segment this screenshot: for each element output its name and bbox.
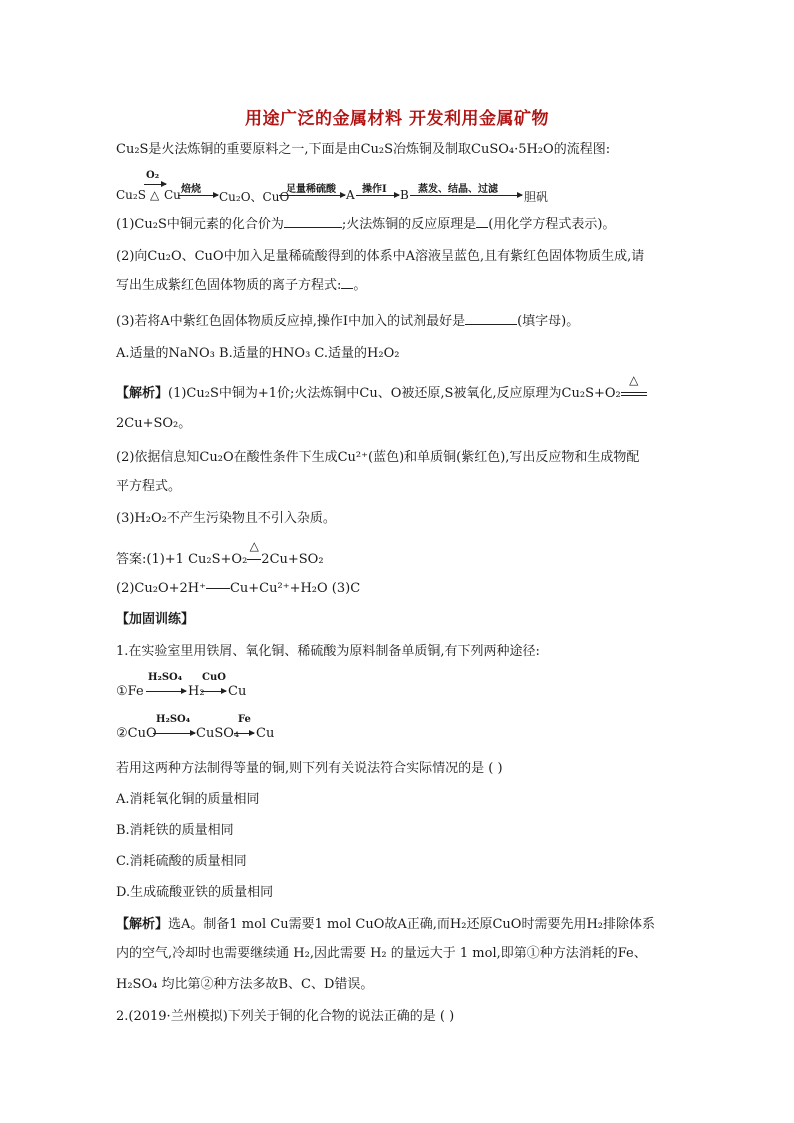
flow-mix: Cu₂O、CuO [219, 190, 290, 204]
q1-text-a: (1)Cu₂S中铜元素的化合价为 [116, 217, 284, 232]
answer-2-text: (2)Cu₂O+2H⁺ [116, 581, 206, 596]
route-2 [116, 714, 416, 748]
analysis-1-text: (1)Cu₂S中铜为+1价;火法炼铜中Cu、O被还原,S被氧化,反应原理为Cu₂S+O₂ [168, 386, 621, 401]
answer-heat-arrow: △ [247, 551, 261, 569]
answer-2-line [206, 588, 230, 589]
analysis-4-tag: 【解析】 [116, 917, 169, 932]
flow-arrow-2 [279, 195, 345, 196]
flow-step3-label: 操作Ⅰ [362, 184, 387, 195]
analysis-4-text: 选A。制备1 mol Cu需要1 mol CuO故A正确,而H₂还原CuO时需要先用H₂排除体系 [168, 917, 655, 932]
option-c: C.消耗硫酸的质量相同 [116, 854, 247, 869]
q1-text-b: ;火法炼铜的反应原理是 [341, 217, 477, 232]
q1-blank-2[interactable] [476, 227, 488, 228]
route-1 [116, 672, 416, 706]
route1-arrow2 [201, 691, 226, 692]
answer-line1 [116, 539, 324, 569]
q1-blank-1[interactable] [284, 227, 342, 228]
q3-blank[interactable] [465, 324, 517, 325]
option-d: D.生成硫酸亚铁的质量相同 [116, 885, 274, 900]
flow-step1-label: 焙烧 [181, 184, 201, 195]
route2-arrow1 [153, 733, 195, 734]
q3-text-end: (填字母)。 [517, 314, 580, 329]
route2-arrow2 [234, 733, 254, 734]
route2-start: ②CuO [116, 726, 157, 741]
answer-line2 [116, 580, 360, 598]
answer-1-text: 答案:(1)+1 Cu₂S+O₂ [116, 552, 248, 567]
flow-heat-symbol: △ [150, 188, 160, 202]
analysis-1-line2: 2Cu+SO₂。 [116, 416, 192, 431]
q1-text-c: (用化学方程式表示)。 [488, 217, 616, 232]
route2-reagent2: Fe [238, 714, 251, 725]
route1-mid: H₂ [188, 684, 205, 699]
route2-mid: CuSO₄ [196, 726, 240, 741]
reinforce-heading: 【加固训练】 [116, 612, 195, 627]
problem-2: 2.(2019·兰州模拟)下列关于铜的化合物的说法正确的是 ( ) [116, 1009, 455, 1024]
question-2-line2 [116, 277, 366, 295]
route1-start: ①Fe [116, 684, 144, 699]
analysis-tag: 【解析】 [116, 386, 169, 401]
analysis-1-line1 [116, 373, 647, 403]
q2-text: 写出生成紫红色固体物质的离子方程式: [116, 278, 342, 293]
flow-arrow-4 [410, 195, 522, 196]
analysis-2-line2: 平方程式。 [116, 479, 182, 494]
route2-end: Cu [256, 726, 275, 741]
problem-1-question: 若用这两种方法制得等量的铜,则下列有关说法符合实际情况的是 ( ) [116, 761, 503, 776]
flow-arrow-o2 [144, 184, 166, 185]
question-1 [116, 216, 615, 234]
q3-text: (3)若将A中紫红色固体物质反应掉,操作Ⅰ中加入的试剂最好是 [116, 314, 466, 329]
route1-reagent2: CuO [202, 672, 226, 683]
flow-o2-label: O₂ [146, 170, 160, 181]
question-3 [116, 313, 579, 331]
flow-a: A [346, 188, 355, 202]
analysis-4-line1 [116, 916, 655, 934]
option-b: B.消耗铁的质量相同 [116, 823, 234, 838]
answer-1-product: 2Cu+SO₂ [261, 552, 324, 567]
question-3-options: A.适量的NaNO₃ B.适量的HNO₃ C.适量的H₂O₂ [116, 346, 400, 361]
flow-diagram [116, 170, 716, 210]
route2-reagent1: H₂SO₄ [156, 714, 191, 725]
option-a: A.消耗氧化铜的质量相同 [116, 792, 260, 807]
flow-end: 胆矾 [524, 190, 549, 204]
analysis-3: (3)H₂O₂不产生污染物且不引入杂质。 [116, 511, 336, 526]
flow-arrow-3 [356, 195, 399, 196]
heat-equals-sign: △ [621, 385, 647, 403]
answer-2-product: Cu+Cu²⁺+H₂O (3)C [229, 581, 361, 596]
analysis-4-line2: 内的空气,冷却时也需要继续通 H₂,因此需要 H₂ 的量远大于 1 mol,即第①种方法消耗的Fe、 [116, 946, 647, 961]
flow-b: B [400, 188, 409, 202]
route1-end: Cu [228, 684, 247, 699]
flow-start: Cu₂S [116, 188, 146, 202]
flow-step4-label: 蒸发、结晶、过滤 [418, 184, 498, 195]
problem-1: 1.在实验室里用铁屑、氧化铜、稀硫酸为原料制备单质铜,有下列两种途径: [116, 644, 540, 659]
q2-blank[interactable] [341, 288, 353, 289]
flow-cu: Cu [164, 188, 181, 202]
route1-arrow1 [146, 691, 186, 692]
q2-text-end: 。 [353, 278, 367, 293]
analysis-2-line1: (2)依据信息知Cu₂O在酸性条件下生成Cu²⁺(蓝色)和单质铜(紫红色),写出反应物和生成物配 [116, 450, 640, 465]
analysis-4-line3: H₂SO₄ 均比第②种方法多故B、C、D错误。 [116, 977, 374, 992]
flow-step2-label: 足量稀硫酸 [286, 184, 336, 195]
page-title: 用途广泛的金属材料 开发利用金属矿物 [245, 109, 549, 129]
flow-arrow-1 [178, 195, 218, 196]
intro-text: Cu₂S是火法炼铜的重要原料之一,下面是由Cu₂S冶炼铜及制取CuSO₄·5H₂O的流程图: [116, 142, 611, 157]
route1-reagent1: H₂SO₄ [148, 672, 183, 683]
question-2-line1: (2)向Cu₂O、CuO中加入足量稀硫酸得到的体系中A溶液呈蓝色,且有紫红色固体物质生成,请 [116, 249, 645, 264]
